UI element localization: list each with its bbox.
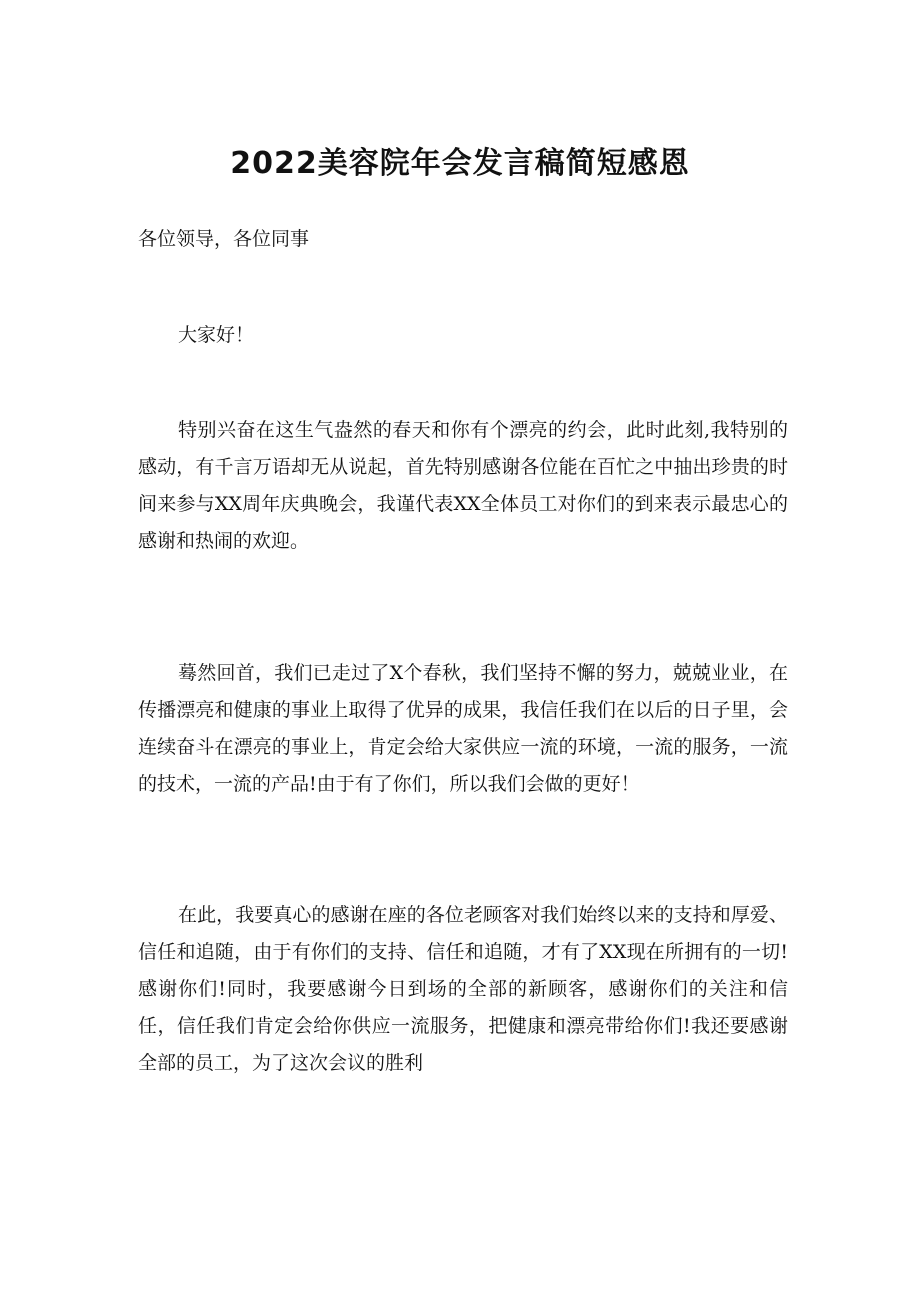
page-title: 2022美容院年会发言稿简短感恩 [230,146,690,181]
greeting: 大家好！ [178,324,255,346]
paragraph: 在此，我要真心的感谢在座的各位老顾客对我们始终以来的支持和厚爱、信任和追随，由于有你们的支持、信任和追随，才有了XX现在所拥有的一切!感谢你们!同时，我要感谢今日到场的全部的新顾客，感谢你们的关注和信任，信任我们肯定会给你供应一流服务，把健康和漂亮带给你们!我还要感谢全部的员工，为了这次会议的胜利 [138,904,788,1074]
paragraph: 特别兴奋在这生气盎然的春天和你有个漂亮的约会，此时此刻,我特别的感动，有千言万语却无从说起，首先特别感谢各位能在百忙之中抽出珍贵的时间来参与XX周年庆典晚会，我谨代表XX全体员工对你们的到来表示最忠心的感谢和热闹的欢迎。 [138,419,788,552]
paragraph: 蓦然回首，我们已走过了X个春秋，我们坚持不懈的努力，兢兢业业，在传播漂亮和健康的事业上取得了优异的成果，我信任我们在以后的日子里，会连续奋斗在漂亮的事业上，肯定会给大家供应一流的环境，一流的服务，一流的技术，一流的产品!由于有了你们，所以我们会做的更好！ [138,662,788,795]
salutation: 各位领导，各位同事 [138,228,310,250]
